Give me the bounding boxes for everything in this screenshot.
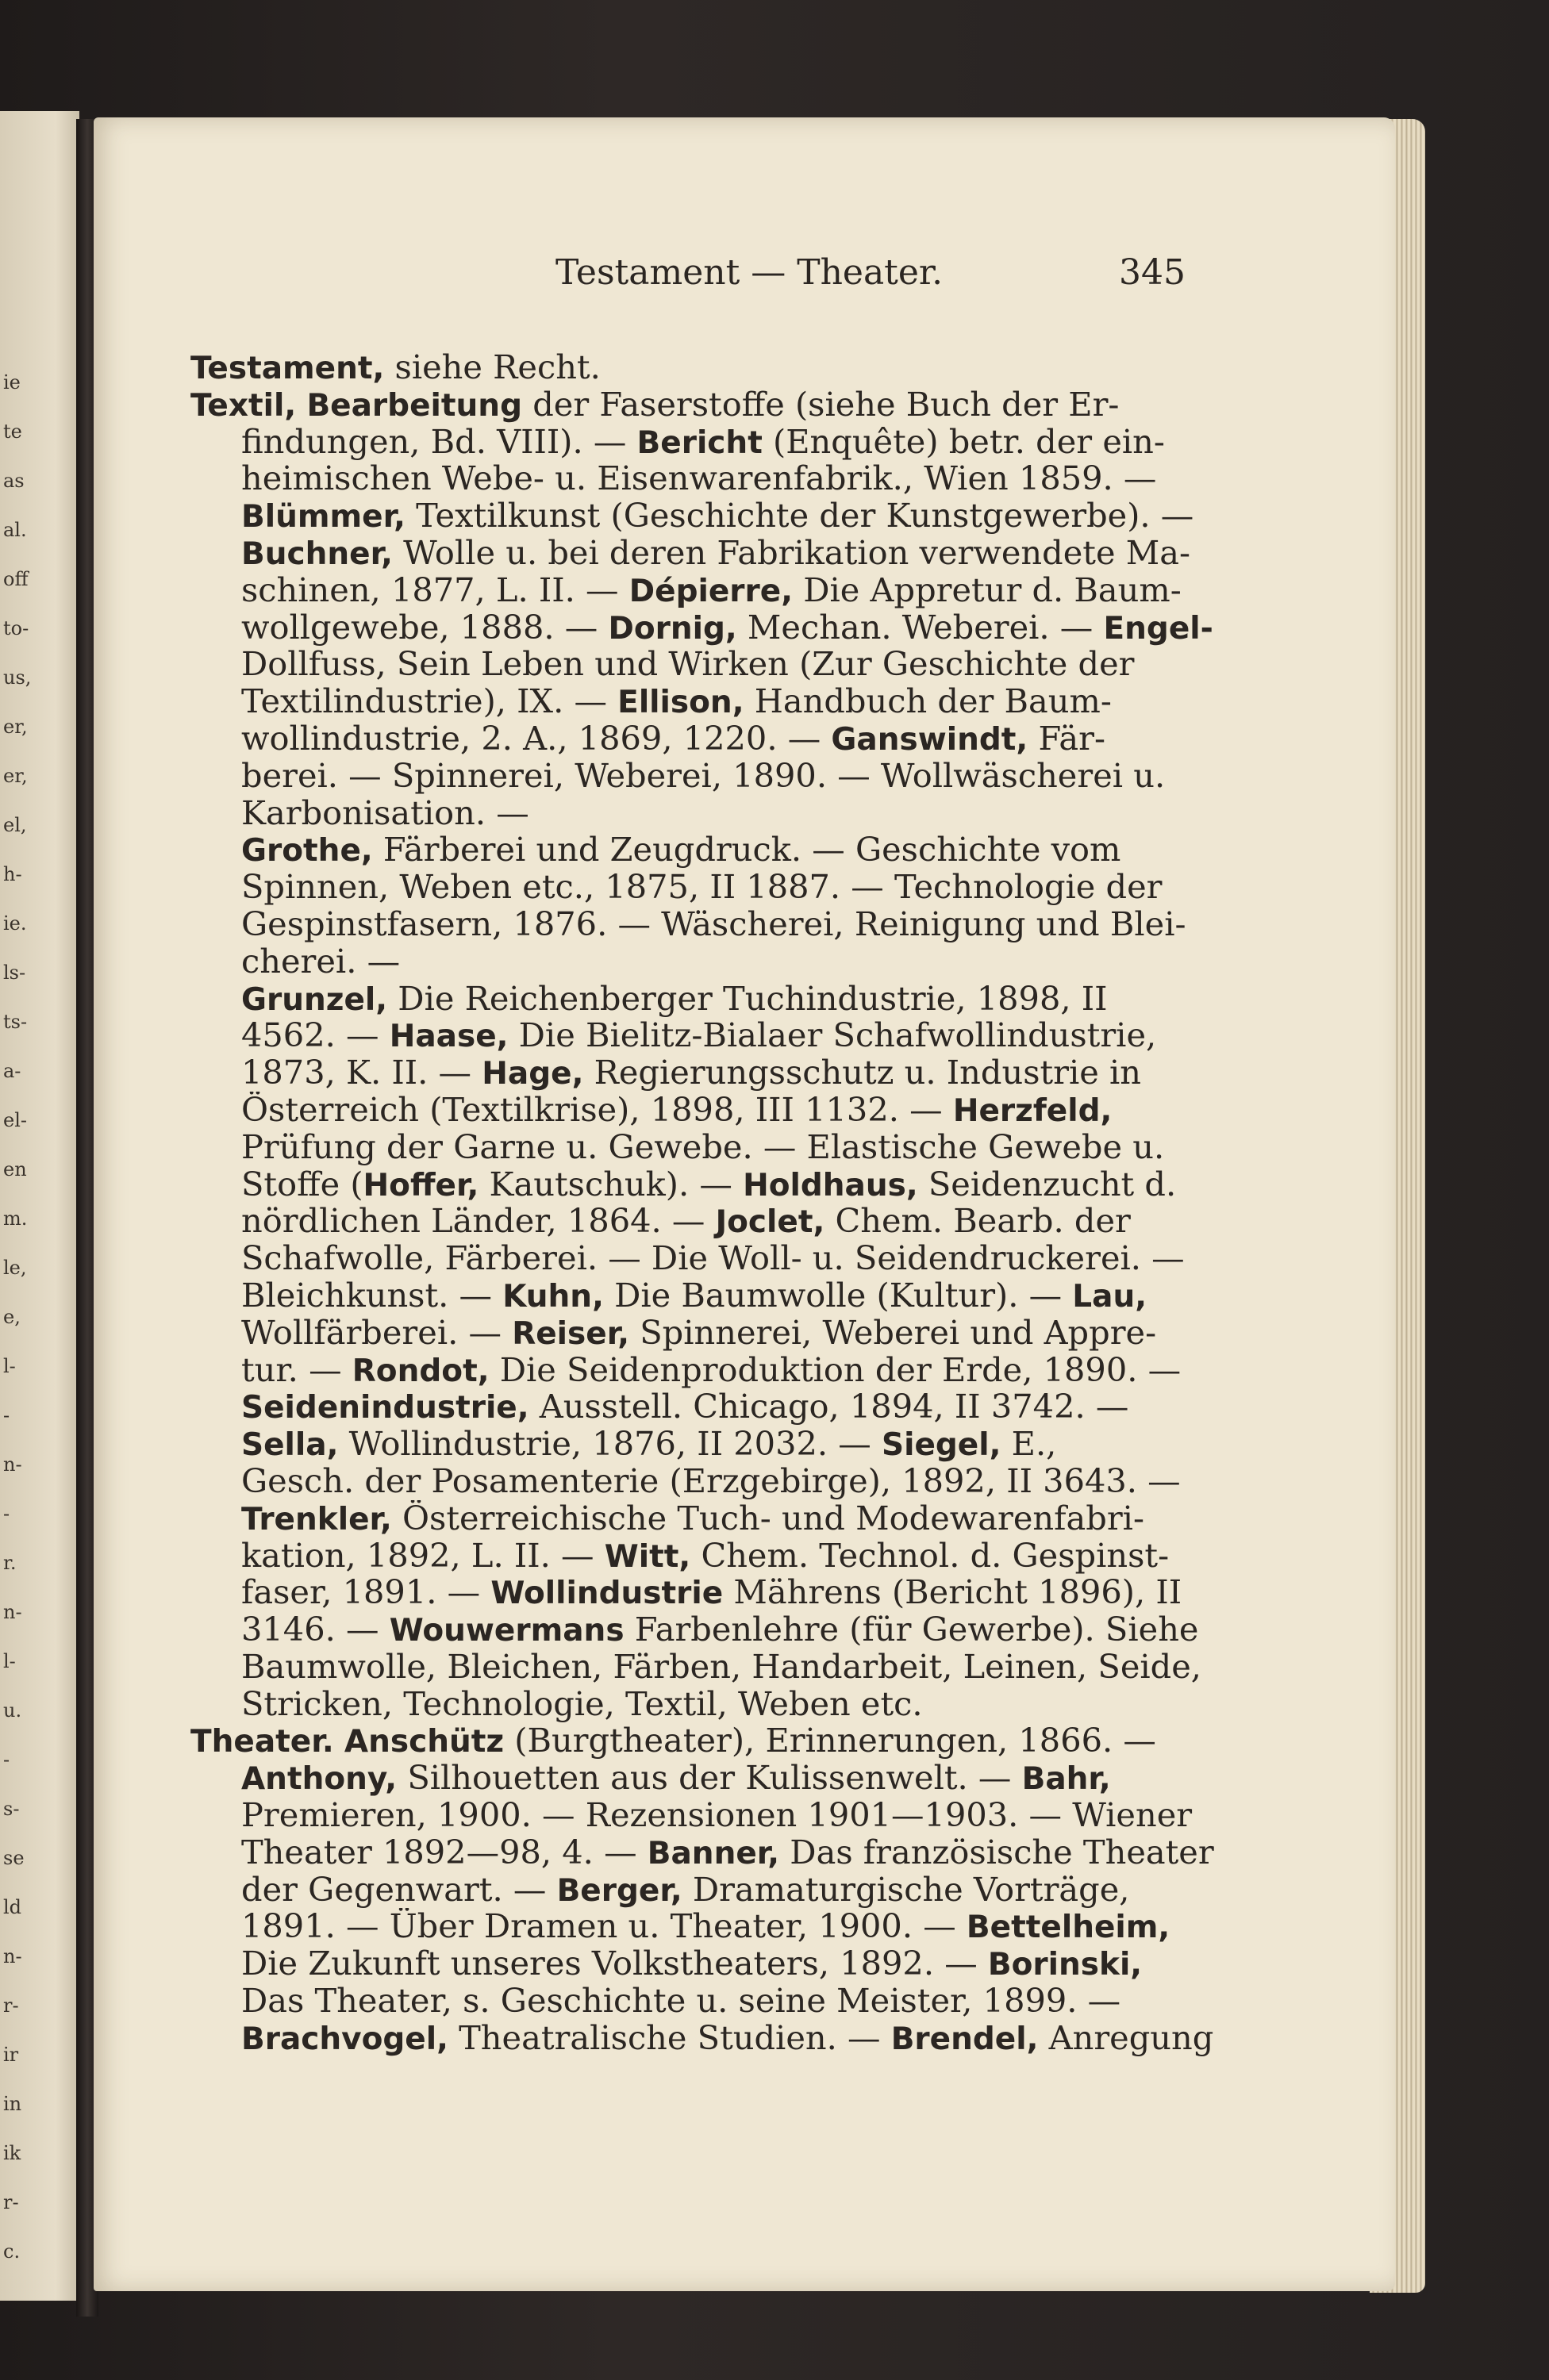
text-line [190, 2020, 1238, 2057]
entry-text: Textilindustrie), IX. — [241, 683, 618, 720]
text-line [190, 981, 1238, 1018]
prev-page-fragment: as [3, 470, 25, 492]
entry-text: Theatralische Studien. — [448, 2019, 891, 2057]
entry-text: Österreich (Textilkrise), 1898, III 1132. — [241, 1091, 953, 1129]
entry-author: Grothe, [241, 833, 373, 869]
prev-page-fragment: se [3, 1847, 25, 1869]
entry-text: Handbuch der Baum- [744, 683, 1112, 720]
entry-author: Brendel, [890, 2021, 1039, 2057]
prev-page-fragment: r- [3, 1994, 19, 2017]
prev-page-fragment: ir [3, 2044, 19, 2066]
entry-author: Dépierre, [628, 573, 794, 609]
text-line [190, 1871, 1238, 1909]
text-line [190, 497, 1238, 535]
entry-author: Hoffer, [363, 1167, 479, 1203]
prev-page-fragment: u. [3, 1699, 22, 1722]
text-line [190, 1945, 1238, 1983]
entry-text: 1891. — Über Dramen u. Theater, 1900. — [241, 1908, 967, 1946]
entry-text: Dollfuss, Sein Leben und Wirken (Zur Geschichte der [241, 646, 1135, 684]
entry-author: Testament, [190, 351, 385, 386]
text-line [190, 1686, 1238, 1723]
prev-page-fragment: ls- [3, 962, 26, 984]
entry-text: (Enquête) betr. der ein- [762, 423, 1165, 461]
entry-text: Kautschuk). — [479, 1165, 744, 1203]
entry-text: Wollindustrie, 1876, II 2032. — [338, 1426, 882, 1463]
entry-author: Trenkler, [241, 1501, 392, 1537]
entry-author: Siegel, [881, 1427, 1001, 1463]
prev-page-fragment: m. [3, 1207, 28, 1230]
text-line [190, 943, 1238, 981]
text-line [190, 1463, 1238, 1500]
entry-text: tur. — [241, 1351, 352, 1389]
text-line [190, 386, 1238, 424]
entry-author: Bettelheim, [966, 1910, 1170, 1946]
entry-author: Sella, [241, 1427, 339, 1463]
entry-author: Dornig, [608, 610, 737, 647]
entry-text: Stricken, Technologie, Textil, Weben etc. [241, 1685, 923, 1723]
entry-text: Schafwolle, Färberei. — Die Woll- u. Seidendruckerei. — [241, 1240, 1185, 1277]
entry-author: Bearbeitung [306, 387, 522, 424]
text-line [190, 1722, 1238, 1760]
entry-text: Die Bielitz-Bialaer Schafwollindustrie, [508, 1017, 1157, 1055]
prev-page-fragment: al. [3, 519, 27, 541]
entry-author: Textil, [190, 387, 297, 424]
entry-text: Österreichische Tuch- und Modewarenfabri- [391, 1499, 1144, 1537]
entry-text: 1873, K. II. — [241, 1054, 482, 1092]
text-line [190, 609, 1238, 647]
entry-text: Stoffe ( [241, 1165, 363, 1203]
entry-author: Buchner, [241, 536, 393, 572]
text-line [190, 1129, 1238, 1166]
entry-text: Spinnen, Weben etc., 1875, II 1887. — Technologie der [241, 869, 1163, 906]
text-line [190, 683, 1238, 720]
entry-text: Regierungsschutz u. Industrie in [583, 1054, 1142, 1092]
text-line [190, 795, 1238, 832]
text-line [190, 646, 1238, 683]
text-line [190, 1092, 1238, 1129]
entry-author: Ellison, [617, 685, 744, 720]
entry-author: Kuhn, [502, 1278, 604, 1315]
text-line [190, 1797, 1238, 1834]
entry-text: kation, 1892, L. II. — [241, 1537, 605, 1575]
index-text-block [190, 349, 1238, 2057]
entry-text: Chem. Bearb. der [824, 1203, 1131, 1241]
entry-text: Farbenlehre (für Gewerbe). Siehe [624, 1611, 1199, 1649]
text-line [190, 1983, 1238, 2020]
entry-text: 4562. — [241, 1017, 390, 1055]
prev-page-fragment: en [3, 1158, 27, 1180]
prev-page-fragment: l- [3, 1650, 16, 1672]
entry-author: Wollindustrie [490, 1576, 724, 1612]
entry-author: Haase, [389, 1019, 509, 1055]
entry-author: Lau, [1072, 1278, 1147, 1315]
text-line [190, 535, 1238, 572]
entry-author: Bahr, [1021, 1761, 1111, 1798]
prev-page-fragment: n- [3, 1945, 22, 1967]
prev-page-fragment: s- [3, 1798, 20, 1820]
prev-page-fragment: to- [3, 617, 29, 639]
entry-text: Textilkunst (Geschichte der Kunstgewerbe). — [405, 497, 1194, 535]
text-line [190, 572, 1238, 609]
entry-text: Baumwolle, Bleichen, Färben, Handarbeit, Leinen, Seide, [241, 1648, 1201, 1686]
entry-text: Karbonisation. — [241, 794, 529, 832]
entry-author: Rondot, [352, 1353, 490, 1389]
entry-text: Theater 1892—98, 4. — [241, 1833, 648, 1871]
prev-page-fragment: us, [3, 666, 32, 689]
text-line [190, 424, 1238, 461]
entry-author: Anthony, [241, 1761, 398, 1798]
text-line [190, 349, 1238, 386]
prev-page-fragment: - [3, 1749, 10, 1771]
text-line [190, 1017, 1238, 1054]
prev-page-fragment: ie [3, 371, 21, 393]
entry-text: Silhouetten aus der Kulissenwelt. — [397, 1760, 1022, 1798]
entry-text: siehe Recht. [384, 349, 601, 386]
entry-text: Seidenzucht d. [917, 1165, 1177, 1203]
entry-text: berei. — Spinnerei, Weberei, 1890. — Wollwäscherei u. [241, 757, 1166, 795]
text-line [190, 460, 1238, 497]
entry-author: Blümmer, [241, 499, 406, 535]
entry-text: Gesch. der Posamenterie (Erzgebirge), 1892, II 3643. — [241, 1462, 1181, 1500]
entry-author: Grunzel, [241, 981, 388, 1018]
entry-text: (Burgtheater), Erinnerungen, 1866. — [504, 1722, 1156, 1760]
text-line [190, 1426, 1238, 1463]
entry-text: Spinnerei, Weberei und Appre- [629, 1314, 1157, 1352]
prev-page-fragment: el- [3, 1109, 27, 1131]
prev-page-fragment: off [3, 568, 29, 590]
entry-author: Ganswindt, [831, 721, 1028, 758]
entry-text: Fär- [1028, 720, 1106, 758]
entry-author: Herzfeld, [952, 1092, 1113, 1129]
prev-page-fragment: n- [3, 1453, 22, 1476]
entry-text: Die Appretur d. Baum- [793, 571, 1182, 609]
entry-author: Hage, [482, 1056, 584, 1092]
entry-text: Färberei und Zeugdruck. — Geschichte vom [372, 831, 1121, 869]
prev-page-fragment: ts- [3, 1011, 28, 1033]
page-number: 345 [1119, 252, 1186, 293]
prev-page-fragment: - [3, 1404, 10, 1426]
entry-author: Holdhaus, [743, 1167, 918, 1203]
entry-author: Reiser, [512, 1315, 630, 1352]
entry-text [334, 1722, 344, 1760]
entry-text: schinen, 1877, L. II. — [241, 571, 629, 609]
entry-author: Brachvogel, [241, 2021, 448, 2057]
text-line [190, 1054, 1238, 1092]
entry-text: faser, 1891. — [241, 1574, 491, 1612]
entry-author: Joclet, [715, 1204, 825, 1241]
entry-text: findungen, Bd. VIII). — [241, 423, 637, 461]
entry-text [296, 386, 306, 424]
entry-author: Borinski, [987, 1947, 1143, 1983]
text-line [190, 1352, 1238, 1389]
text-line [190, 758, 1238, 795]
text-line [190, 831, 1238, 869]
entry-text: Das französische Theater [779, 1833, 1214, 1871]
entry-text: Die Reichenberger Tuchindustrie, 1898, II [387, 980, 1108, 1018]
prev-page-fragment: c. [3, 2240, 21, 2263]
entry-text: Bleichkunst. — [241, 1276, 503, 1315]
prev-page-fragment: e, [3, 1306, 21, 1328]
prev-page-fragment: ik [3, 2142, 21, 2164]
text-line [190, 720, 1238, 758]
text-line [190, 1908, 1238, 1945]
prev-page-fragment: ld [3, 1896, 22, 1918]
entry-author: Bericht [636, 424, 763, 461]
entry-text: 3146. — [241, 1611, 390, 1649]
entry-text: Anregung [1038, 2019, 1214, 2057]
entry-author: Witt, [604, 1538, 691, 1575]
entry-text: Prüfung der Garne u. Gewebe. — Elastische Gewebe u. [241, 1128, 1165, 1166]
entry-author: Seidenindustrie, [241, 1390, 529, 1426]
entry-text: der Gegenwart. — [241, 1871, 557, 1909]
previous-page-edge [0, 111, 79, 2301]
prev-page-fragment: er, [3, 716, 28, 738]
entry-text: Ausstell. Chicago, 1894, II 3742. — [529, 1388, 1129, 1426]
entry-text: wollindustrie, 2. A., 1869, 1220. — [241, 720, 832, 758]
prev-page-fragment: a- [3, 1060, 21, 1082]
entry-author: Berger, [556, 1872, 682, 1909]
running-title: Testament — Theater. [555, 252, 944, 293]
text-line [190, 869, 1238, 906]
entry-text: Das Theater, s. Geschichte u. seine Meister, 1899. — [241, 1983, 1121, 2020]
prev-page-fragment: in [3, 2093, 22, 2115]
entry-text: Wolle u. bei deren Fabrikation verwendete Ma- [392, 534, 1190, 572]
text-line [190, 1574, 1238, 1611]
text-line [190, 1166, 1238, 1203]
entry-text: Mechan. Weberei. — [736, 608, 1104, 647]
entry-author: Anschütz [344, 1724, 505, 1760]
entry-text: der Faserstoffe (siehe Buch der Er- [522, 386, 1120, 424]
entry-text: Gespinstfasern, 1876. — Wäscherei, Reinigung und Blei- [241, 905, 1186, 943]
text-line [190, 1834, 1238, 1871]
text-line [190, 1537, 1238, 1575]
text-line [190, 1203, 1238, 1240]
entry-text: Mährens (Bericht 1896), II [723, 1574, 1182, 1612]
entry-author: Wouwermans [389, 1613, 625, 1649]
text-line [190, 1240, 1238, 1277]
prev-page-fragment: el, [3, 814, 27, 836]
entry-text: Die Seidenproduktion der Erde, 1890. — [489, 1351, 1182, 1389]
prev-page-fragment: l- [3, 1355, 16, 1377]
entry-text: wollgewebe, 1888. — [241, 608, 609, 647]
text-line [190, 1649, 1238, 1686]
entry-text: Chem. Technol. d. Gespinst- [690, 1537, 1170, 1575]
entry-text: Die Baumwolle (Kultur). — [603, 1276, 1073, 1315]
prev-page-fragment: te [3, 420, 22, 443]
entry-text: Premieren, 1900. — Rezensionen 1901—1903. — Wiener [241, 1797, 1193, 1834]
entry-text: Wollfärberei. — [241, 1314, 513, 1352]
entry-text: cherei. — [241, 942, 401, 981]
entry-text: heimischen Webe- u. Eisenwarenfabrik., Wien 1859. — [241, 460, 1157, 498]
text-line [190, 1760, 1238, 1797]
text-line [190, 1611, 1238, 1649]
prev-page-fragment: h- [3, 863, 22, 885]
entry-author: Banner, [647, 1835, 780, 1871]
entry-text: E., [1001, 1426, 1057, 1463]
entry-text: Die Zukunft unseres Volkstheaters, 1892. — [241, 1945, 988, 1983]
prev-page-fragment: er, [3, 765, 28, 787]
entry-author: Engel- [1103, 610, 1213, 647]
entry-author: Theater. [190, 1724, 334, 1760]
prev-page-fragment: le, [3, 1257, 27, 1279]
prev-page-fragment: r. [3, 1552, 17, 1574]
prev-page-fragment: r- [3, 2191, 19, 2213]
entry-text: Dramaturgische Vorträge, [682, 1871, 1130, 1909]
prev-page-fragment: - [3, 1503, 10, 1525]
running-header [548, 252, 1262, 300]
prev-page-fragment: n- [3, 1601, 22, 1623]
prev-page-fragment: ie. [3, 912, 27, 935]
text-line [190, 1277, 1238, 1315]
text-line [190, 906, 1238, 943]
text-line [190, 1500, 1238, 1537]
text-line [190, 1388, 1238, 1426]
text-line [190, 1315, 1238, 1352]
entry-text: nördlichen Länder, 1864. — [241, 1203, 716, 1241]
